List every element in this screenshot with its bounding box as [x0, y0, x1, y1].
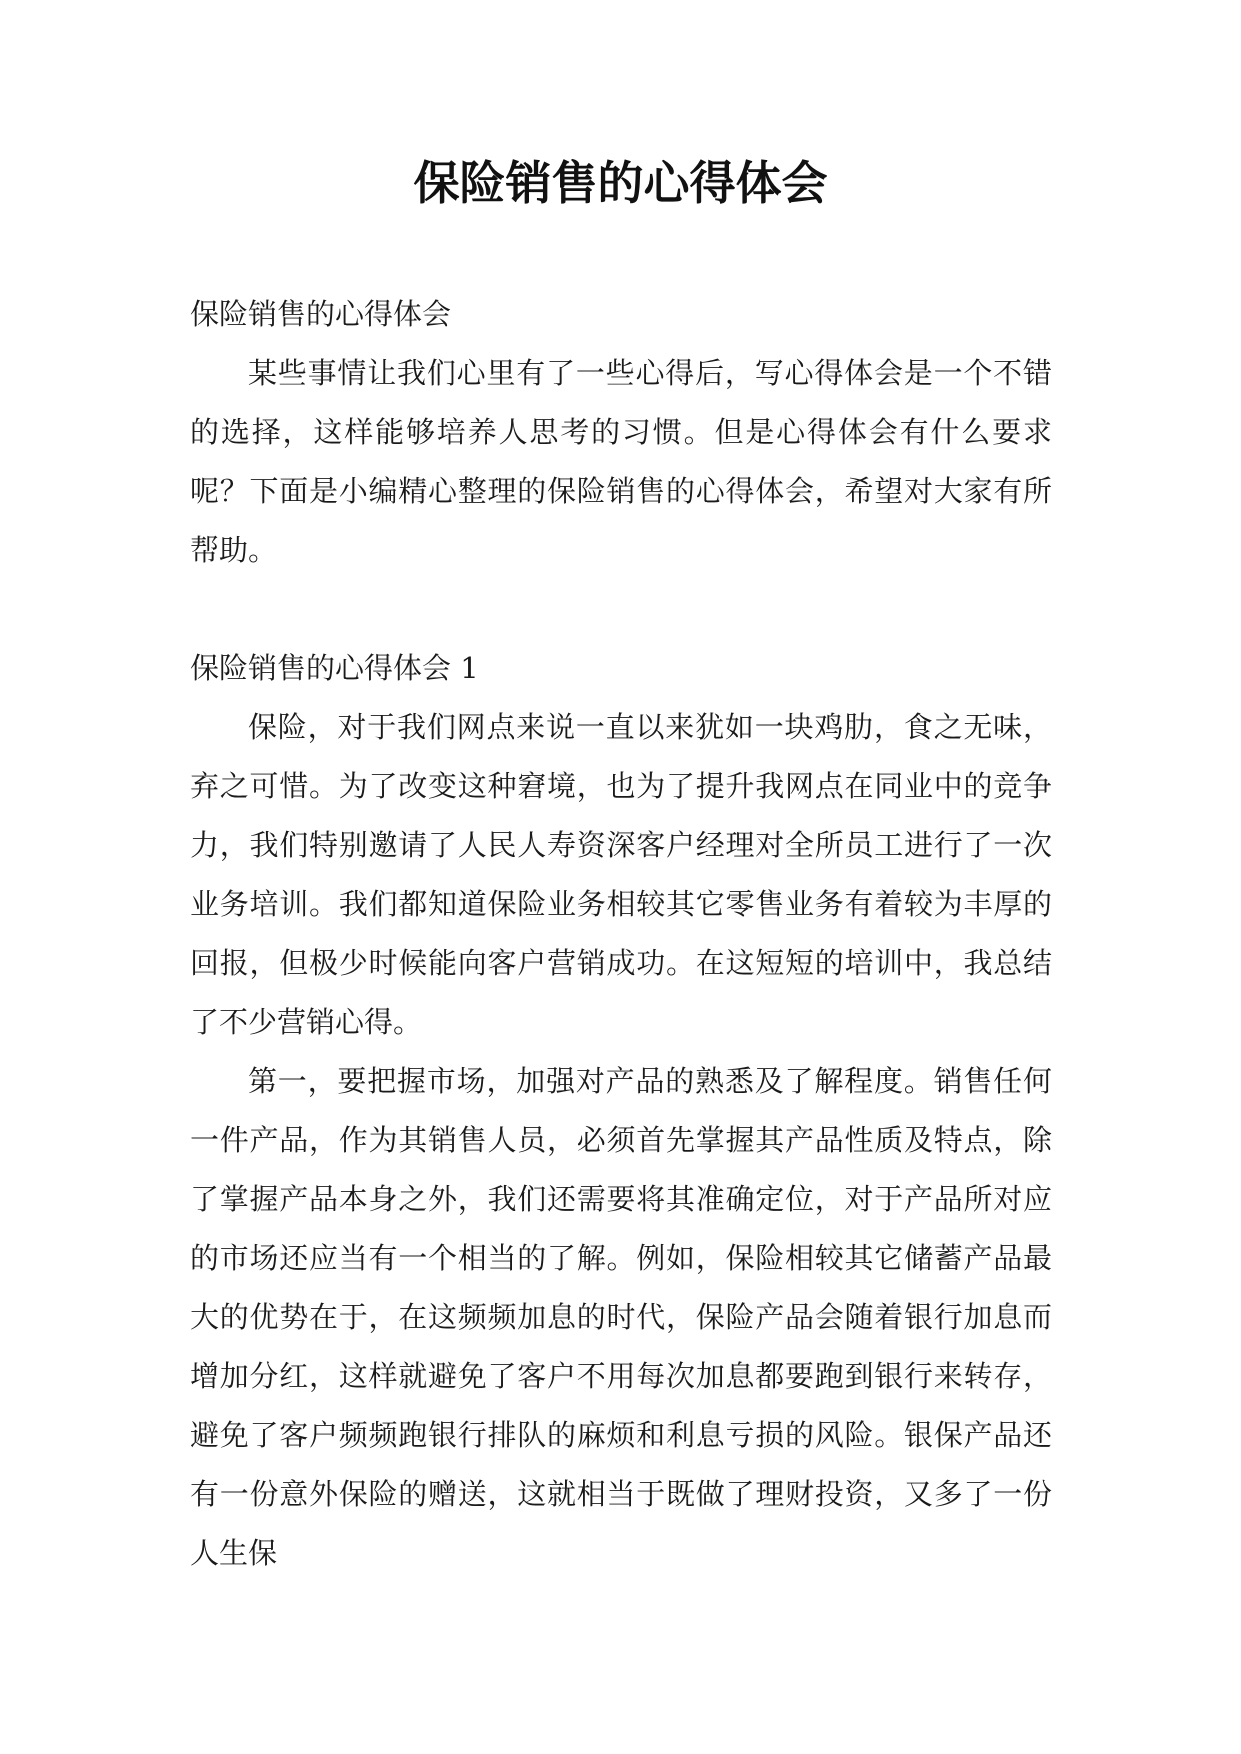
document-body	[190, 285, 1052, 1583]
section-spacer	[190, 580, 1052, 639]
document-title: 保险销售的心得体会	[413, 156, 828, 210]
intro-paragraph: 某些事情让我们心里有了一些心得后，写心得体会是一个不错的选择，这样能够培养人思考的习惯。但是心得体会有什么要求呢？下面是小编精心整理的保险销售的心得体会，希望对大家有所帮助。	[190, 356, 1052, 567]
section-1-heading: 保险销售的心得体会 1	[190, 651, 479, 685]
intro-heading: 保险销售的心得体会	[190, 297, 452, 331]
section-1-paragraph-2: 第一，要把握市场，加强对产品的熟悉及了解程度。销售任何一件产品，作为其销售人员，必须首先掌握其产品性质及特点，除了掌握产品本身之外，我们还需要将其准确定位，对于产品所对应的市场还应当有一个相当的了解。例如，保险相较其它储蓄产品最大的优势在于，在这频频加息的时代，保险产品会随着银行加息而增加分红，这样就避免了客户不用每次加息都要跑到银行来转存，避免了客户频频跑银行排队的麻烦和利息亏损的风险。银保产品还有一份意外保险的赠送，这就相当于既做了理财投资，又多了一份人生保	[190, 1064, 1052, 1570]
section-1-paragraph-1: 保险，对于我们网点来说一直以来犹如一块鸡肋，食之无味，弃之可惜。为了改变这种窘境，也为了提升我网点在同业中的竞争力，我们特别邀请了人民人寿资深客户经理对全所员工进行了一次业务培训。我们都知道保险业务相较其它零售业务有着较为丰厚的回报，但极少时候能向客户营销成功。在这短短的培训中，我总结了不少营销心得。	[190, 710, 1052, 1039]
